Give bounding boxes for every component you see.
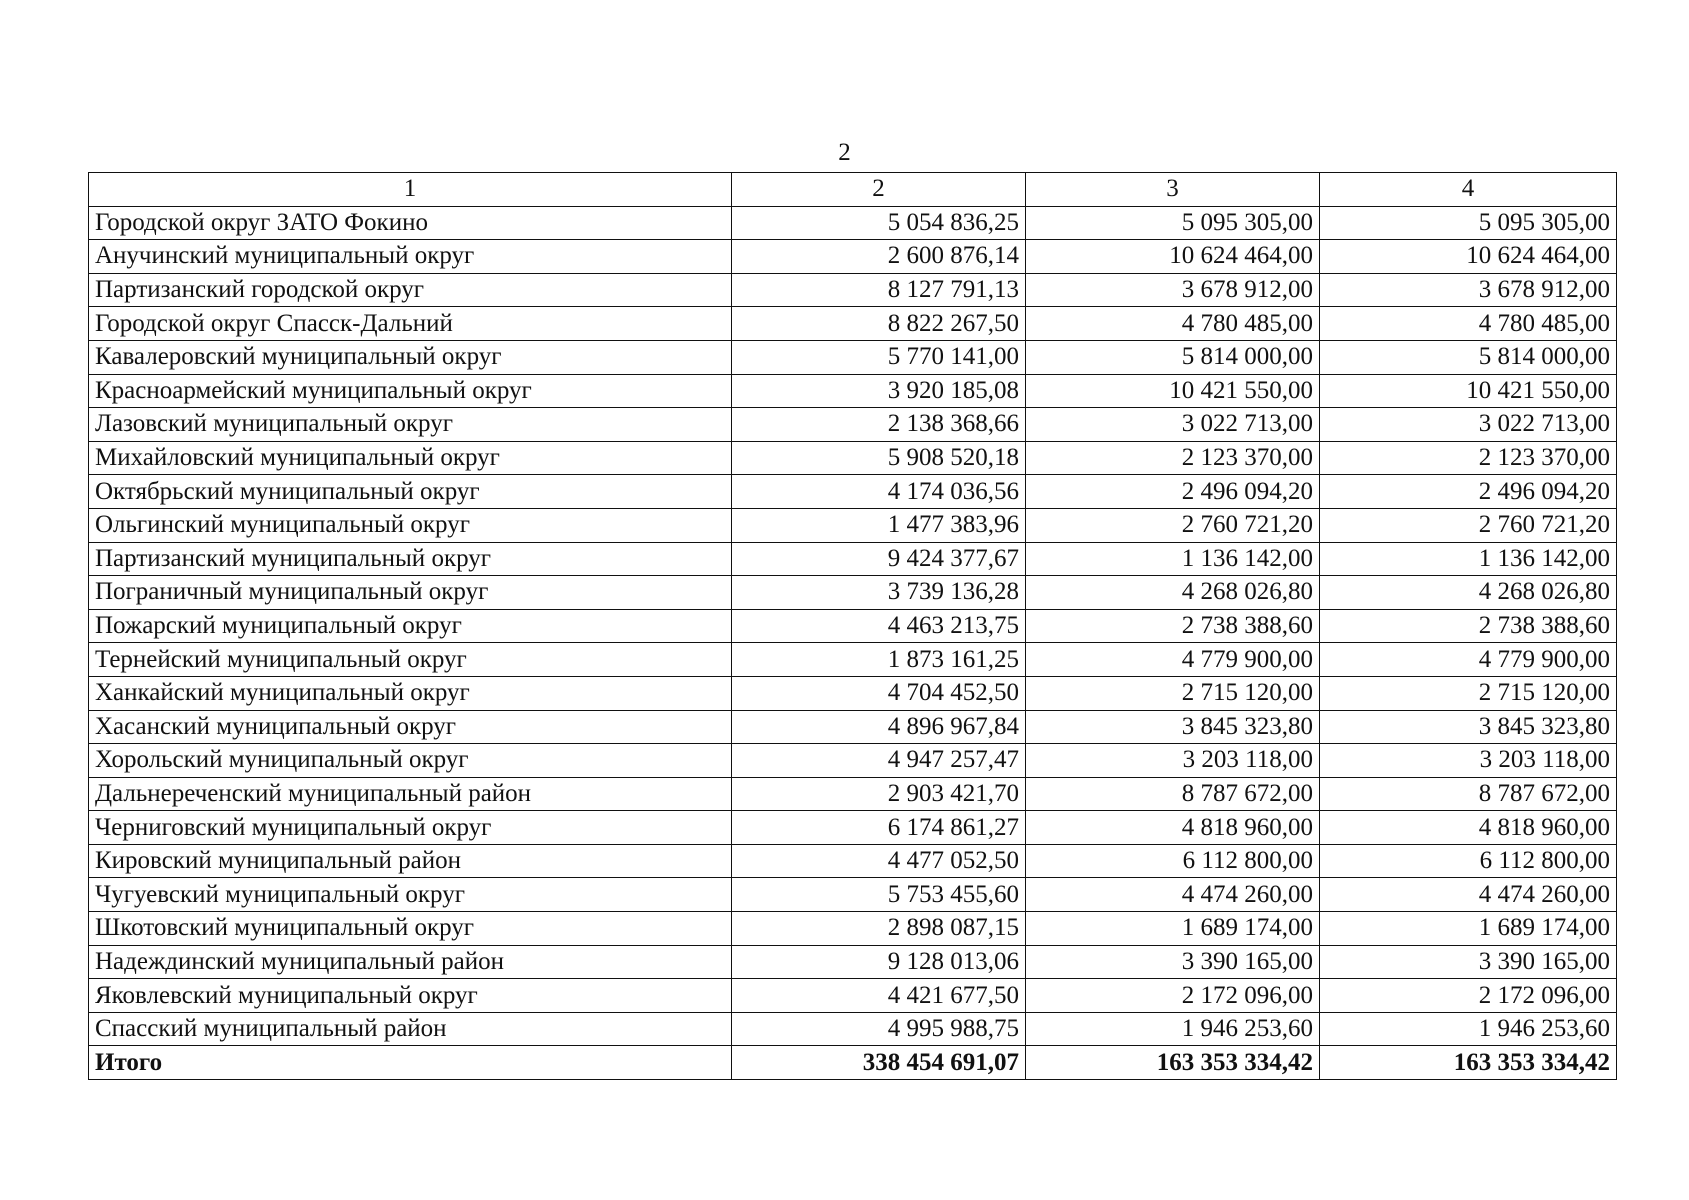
value-cell-col4: 2 172 096,00	[1320, 979, 1617, 1013]
value-cell-col3: 4 474 260,00	[1026, 878, 1320, 912]
municipality-name-cell: Черниговский муниципальный округ	[89, 811, 732, 845]
table-row	[89, 744, 1617, 778]
municipality-name-cell: Пограничный муниципальный округ	[89, 576, 732, 610]
table-row	[89, 542, 1617, 576]
value-cell-col4: 2 715 120,00	[1320, 676, 1617, 710]
value-cell-col2: 4 463 213,75	[732, 609, 1026, 643]
table-row	[89, 240, 1617, 274]
value-cell-col4: 3 203 118,00	[1320, 744, 1617, 778]
municipality-name-cell: Чугуевский муниципальный округ	[89, 878, 732, 912]
column-header: 4	[1320, 173, 1617, 207]
value-cell-col2: 9 128 013,06	[732, 945, 1026, 979]
municipality-name-cell: Ханкайский муниципальный округ	[89, 676, 732, 710]
value-cell-col2: 338 454 691,07	[732, 1046, 1026, 1080]
municipality-name-cell: Дальнереченский муниципальный район	[89, 777, 732, 811]
value-cell-col2: 1 477 383,96	[732, 508, 1026, 542]
municipality-name-cell: Шкотовский муниципальный округ	[89, 912, 732, 946]
municipality-name-cell: Октябрьский муниципальный округ	[89, 475, 732, 509]
value-cell-col3: 3 678 912,00	[1026, 273, 1320, 307]
value-cell-col2: 5 770 141,00	[732, 340, 1026, 374]
value-cell-col3: 8 787 672,00	[1026, 777, 1320, 811]
value-cell-col2: 4 174 036,56	[732, 475, 1026, 509]
municipality-name-cell: Михайловский муниципальный округ	[89, 441, 732, 475]
value-cell-col2: 2 903 421,70	[732, 777, 1026, 811]
municipality-name-cell: Партизанский городской округ	[89, 273, 732, 307]
value-cell-col3: 1 689 174,00	[1026, 912, 1320, 946]
table-row	[89, 1012, 1617, 1046]
value-cell-col4: 3 022 713,00	[1320, 408, 1617, 442]
value-cell-col2: 3 739 136,28	[732, 576, 1026, 610]
value-cell-col2: 4 947 257,47	[732, 744, 1026, 778]
value-cell-col3: 2 760 721,20	[1026, 508, 1320, 542]
table-row	[89, 374, 1617, 408]
value-cell-col2: 5 753 455,60	[732, 878, 1026, 912]
table-row	[89, 475, 1617, 509]
value-cell-col3: 3 390 165,00	[1026, 945, 1320, 979]
value-cell-col2: 3 920 185,08	[732, 374, 1026, 408]
table-row	[89, 945, 1617, 979]
table-row	[89, 508, 1617, 542]
value-cell-col4: 2 738 388,60	[1320, 609, 1617, 643]
data-table	[88, 172, 1617, 1080]
value-cell-col4: 3 390 165,00	[1320, 945, 1617, 979]
column-header: 2	[732, 173, 1026, 207]
value-cell-col3: 1 136 142,00	[1026, 542, 1320, 576]
table-row	[89, 912, 1617, 946]
table-row	[89, 777, 1617, 811]
value-cell-col3: 5 814 000,00	[1026, 340, 1320, 374]
municipality-name-cell: Тернейский муниципальный округ	[89, 643, 732, 677]
table-row	[89, 340, 1617, 374]
value-cell-col4: 10 421 550,00	[1320, 374, 1617, 408]
municipality-name-cell: Кировский муниципальный район	[89, 844, 732, 878]
table-row	[89, 710, 1617, 744]
value-cell-col4: 3 678 912,00	[1320, 273, 1617, 307]
value-cell-col3: 5 095 305,00	[1026, 206, 1320, 240]
value-cell-col4: 1 689 174,00	[1320, 912, 1617, 946]
municipality-name-cell: Яковлевский муниципальный округ	[89, 979, 732, 1013]
value-cell-col4: 1 946 253,60	[1320, 1012, 1617, 1046]
table-row	[89, 676, 1617, 710]
page-number: 2	[838, 139, 851, 166]
value-cell-col2: 1 873 161,25	[732, 643, 1026, 677]
municipality-name-cell: Ольгинский муниципальный округ	[89, 508, 732, 542]
municipality-name-cell: Итого	[89, 1046, 732, 1080]
value-cell-col4: 4 474 260,00	[1320, 878, 1617, 912]
value-cell-col3: 2 715 120,00	[1026, 676, 1320, 710]
value-cell-col2: 8 127 791,13	[732, 273, 1026, 307]
column-header: 3	[1026, 173, 1320, 207]
value-cell-col4: 2 123 370,00	[1320, 441, 1617, 475]
column-number-row	[89, 173, 1617, 207]
value-cell-col2: 5 054 836,25	[732, 206, 1026, 240]
table-row	[89, 811, 1617, 845]
municipality-name-cell: Анучинский муниципальный округ	[89, 240, 732, 274]
value-cell-col2: 4 896 967,84	[732, 710, 1026, 744]
municipality-name-cell: Спасский муниципальный район	[89, 1012, 732, 1046]
value-cell-col3: 2 738 388,60	[1026, 609, 1320, 643]
value-cell-col3: 10 421 550,00	[1026, 374, 1320, 408]
value-cell-col3: 2 172 096,00	[1026, 979, 1320, 1013]
value-cell-col4: 2 496 094,20	[1320, 475, 1617, 509]
table-row	[89, 979, 1617, 1013]
table-row	[89, 273, 1617, 307]
table-row	[89, 408, 1617, 442]
value-cell-col4: 8 787 672,00	[1320, 777, 1617, 811]
value-cell-col3: 10 624 464,00	[1026, 240, 1320, 274]
municipality-name-cell: Городской округ ЗАТО Фокино	[89, 206, 732, 240]
value-cell-col3: 4 268 026,80	[1026, 576, 1320, 610]
value-cell-col2: 6 174 861,27	[732, 811, 1026, 845]
value-cell-col2: 2 898 087,15	[732, 912, 1026, 946]
value-cell-col2: 2 600 876,14	[732, 240, 1026, 274]
value-cell-col3: 4 780 485,00	[1026, 307, 1320, 341]
municipality-name-cell: Партизанский муниципальный округ	[89, 542, 732, 576]
value-cell-col3: 2 123 370,00	[1026, 441, 1320, 475]
value-cell-col2: 4 704 452,50	[732, 676, 1026, 710]
table-row	[89, 441, 1617, 475]
value-cell-col4: 4 818 960,00	[1320, 811, 1617, 845]
table-row	[89, 206, 1617, 240]
value-cell-col4: 4 780 485,00	[1320, 307, 1617, 341]
value-cell-col3: 4 779 900,00	[1026, 643, 1320, 677]
value-cell-col4: 4 268 026,80	[1320, 576, 1617, 610]
value-cell-col2: 8 822 267,50	[732, 307, 1026, 341]
municipality-name-cell: Городской округ Спасск-Дальний	[89, 307, 732, 341]
value-cell-col4: 10 624 464,00	[1320, 240, 1617, 274]
value-cell-col2: 9 424 377,67	[732, 542, 1026, 576]
value-cell-col3: 4 818 960,00	[1026, 811, 1320, 845]
municipality-name-cell: Надеждинский муниципальный район	[89, 945, 732, 979]
value-cell-col4: 1 136 142,00	[1320, 542, 1617, 576]
table-row	[89, 576, 1617, 610]
table-row	[89, 878, 1617, 912]
table-row	[89, 844, 1617, 878]
table-row	[89, 643, 1617, 677]
value-cell-col2: 2 138 368,66	[732, 408, 1026, 442]
value-cell-col4: 5 814 000,00	[1320, 340, 1617, 374]
value-cell-col4: 2 760 721,20	[1320, 508, 1617, 542]
value-cell-col2: 4 421 677,50	[732, 979, 1026, 1013]
value-cell-col3: 163 353 334,42	[1026, 1046, 1320, 1080]
value-cell-col3: 3 203 118,00	[1026, 744, 1320, 778]
municipality-name-cell: Хорольский муниципальный округ	[89, 744, 732, 778]
value-cell-col2: 4 995 988,75	[732, 1012, 1026, 1046]
value-cell-col3: 3 022 713,00	[1026, 408, 1320, 442]
municipality-name-cell: Лазовский муниципальный округ	[89, 408, 732, 442]
value-cell-col4: 6 112 800,00	[1320, 844, 1617, 878]
value-cell-col4: 5 095 305,00	[1320, 206, 1617, 240]
column-header: 1	[89, 173, 732, 207]
value-cell-col4: 163 353 334,42	[1320, 1046, 1617, 1080]
value-cell-col2: 5 908 520,18	[732, 441, 1026, 475]
value-cell-col3: 6 112 800,00	[1026, 844, 1320, 878]
value-cell-col4: 4 779 900,00	[1320, 643, 1617, 677]
table-row	[89, 307, 1617, 341]
municipality-name-cell: Пожарский муниципальный округ	[89, 609, 732, 643]
total-row	[89, 1046, 1617, 1080]
value-cell-col2: 4 477 052,50	[732, 844, 1026, 878]
table-row	[89, 609, 1617, 643]
value-cell-col3: 1 946 253,60	[1026, 1012, 1320, 1046]
value-cell-col3: 2 496 094,20	[1026, 475, 1320, 509]
municipality-name-cell: Хасанский муниципальный округ	[89, 710, 732, 744]
municipality-name-cell: Кавалеровский муниципальный округ	[89, 340, 732, 374]
value-cell-col3: 3 845 323,80	[1026, 710, 1320, 744]
municipality-name-cell: Красноармейский муниципальный округ	[89, 374, 732, 408]
value-cell-col4: 3 845 323,80	[1320, 710, 1617, 744]
